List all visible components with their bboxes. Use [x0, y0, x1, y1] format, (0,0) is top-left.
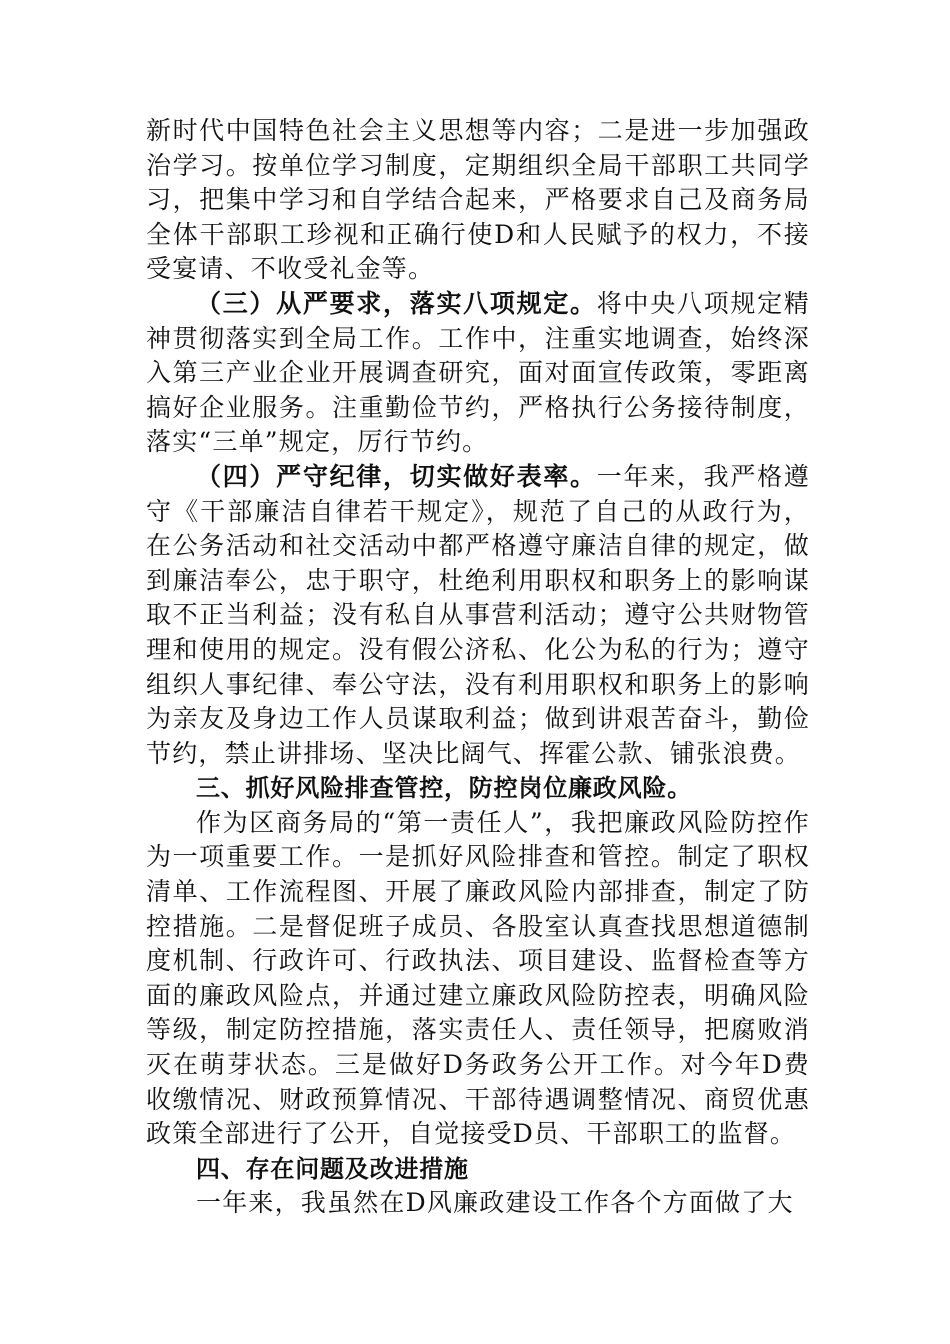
section-heading-three: 三、抓好风险排查管控，防控岗位廉政风险。 [196, 774, 692, 803]
paragraph-discipline [146, 460, 810, 771]
paragraph-text: 作为区商务局的“第一责任人”，我把廉政风险防控作为一项重要工作。一是抓好风险排查和管控。制定了职权清单、工作流程图、开展了廉政风险内部排查，制定了防控措施。二是督促班子成员、各股室认真查找思想道德制度机制、行政许可、行政执法、项目建设、监督检查等方面的廉政风险点，并通过建立廉政风险防控表，明确风险等级，制定防控措施，落实责任人、责任领导，把腐败消灭在萌芽状态。三是做好D务政务公开工作。对今年D费收缴情况、财政预算情况、干部待遇调整情况、商贸优惠政策全部进行了公开，自觉接受D员、干部职工的监督。 [146, 807, 810, 1149]
paragraph-eight-rules [146, 287, 810, 460]
subsection-title-four: （四）严守纪律，切实做好表率。 [196, 461, 597, 491]
section-heading-four: 四、存在问题及改进措施 [196, 1154, 469, 1183]
document-page [146, 114, 810, 1221]
paragraph-risk-control [146, 806, 810, 1152]
paragraph-problems-start [146, 1186, 810, 1221]
subsection-title-three: （三）从严要求，落实八项规定。 [196, 288, 597, 318]
paragraph-text: 一年来，我严格遵守《干部廉洁自律若干规定》，规范了自己的从政行为，在公务活动和社交活动中都严格遵守廉洁自律的规定，做到廉洁奉公，忠于职守，杜绝利用职权和职务上的影响谋取不正当利益；没有私自从事营利活动；遵守公共财物管理和使用的规定。没有假公济私、化公为私的行为；遵守组织人事纪律、奉公守法，没有利用职权和职务上的影响为亲友及身边工作人员谋取利益；做到讲艰苦奋斗，勤俭节约，禁止讲排场、坚决比阔气、挥霍公款、铺张浪费。 [146, 461, 810, 768]
paragraph-text: 新时代中国特色社会主义思想等内容；二是进一步加强政治学习。按单位学习制度，定期组织全局干部职工共同学习，把集中学习和自学结合起来，严格要求自己及商务局全体干部职工珍视和正确行使D和人民赋予的权力，不接受宴请、不收受礼金等。 [146, 116, 810, 284]
paragraph-text: 将中央八项规定精神贯彻落实到全局工作。工作中，注重实地调查，始终深入第三产业企业开展调查研究，面对面宣传政策，零距离搞好企业服务。注重勤俭节约，严格执行公务接待制度，落实“三单”规定，厉行节约。 [146, 288, 810, 457]
paragraph-text: 一年来，我虽然在D风廉政建设工作各个方面做了大 [196, 1188, 794, 1218]
paragraph-study-continuation [146, 114, 810, 287]
